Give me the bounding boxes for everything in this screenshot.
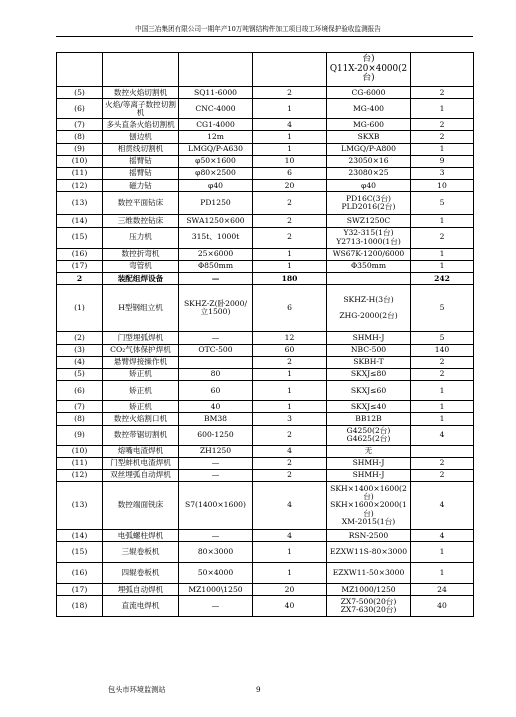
design-qty-cell: 2 [253, 457, 327, 469]
table-row [57, 401, 474, 413]
serial-cell: (6) [57, 381, 103, 401]
actual-qty-cell: 5 [411, 332, 474, 344]
design-spec-cell: φ40 [179, 180, 253, 192]
actual-spec-cell: SKXJ≤80 [327, 368, 411, 380]
serial-cell: (12) [57, 469, 103, 481]
actual-spec-cell: SHMH-J [327, 332, 411, 344]
actual-spec-cell: MZ1000/1250 [327, 584, 411, 596]
serial-cell: (9) [57, 143, 103, 155]
design-qty-cell: 1 [253, 248, 327, 260]
actual-qty-cell: 5 [411, 285, 474, 332]
actual-qty-cell: 3 [411, 167, 474, 179]
serial-cell [57, 53, 103, 87]
actual-spec-cell: 无 [327, 445, 411, 457]
table-row [57, 131, 474, 143]
actual-spec-cell: SKXB [327, 131, 411, 143]
actual-qty-cell: 1 [411, 401, 474, 413]
actual-qty-cell: 2 [411, 131, 474, 143]
serial-cell: (7) [57, 119, 103, 131]
table-row [57, 332, 474, 344]
design-spec-cell [179, 53, 253, 87]
actual-qty-cell: 5 [411, 192, 474, 215]
serial-cell: (8) [57, 413, 103, 425]
actual-qty-cell [411, 445, 474, 457]
name-cell: H型钢组立机 [103, 285, 179, 332]
design-spec-cell: 315t、1000t [179, 227, 253, 248]
design-spec-cell: BM38 [179, 413, 253, 425]
name-cell: 数控平面钻床 [103, 192, 179, 215]
actual-spec-cell: SKHZ-H(3台) ZHG-2000(2台) [327, 285, 411, 332]
design-spec-cell: SQ11-6000 [179, 87, 253, 99]
actual-qty-cell: 2 [411, 87, 474, 99]
design-spec-cell: — [179, 457, 253, 469]
design-spec-cell: S7(1400×1600) [179, 482, 253, 530]
serial-cell: (7) [57, 401, 103, 413]
design-qty-cell: 20 [253, 584, 327, 596]
table-row [57, 192, 474, 215]
design-qty-cell: 4 [253, 445, 327, 457]
header-rule [56, 36, 473, 37]
design-qty-cell: 1 [253, 131, 327, 143]
actual-qty-cell: 1 [411, 260, 474, 272]
name-cell: 埋弧自动焊机 [103, 584, 179, 596]
design-qty-cell: 2 [253, 356, 327, 368]
design-qty-cell: 1 [253, 563, 327, 584]
design-spec-cell: — [179, 469, 253, 481]
serial-cell: (9) [57, 425, 103, 445]
actual-qty-cell: 1 [411, 563, 474, 584]
table-row [57, 260, 474, 272]
design-spec-cell: 40 [179, 401, 253, 413]
actual-spec-cell: PD16C(3台) PLD2016(2台) [327, 192, 411, 215]
table-row [57, 119, 474, 131]
actual-spec-cell: ZX7-500(20台) ZX7-630(20台) [327, 596, 411, 617]
name-cell: 电弧螺柱焊机 [103, 530, 179, 542]
design-qty-cell: 2 [253, 87, 327, 99]
serial-cell: (10) [57, 445, 103, 457]
actual-spec-cell: SHMH-J [327, 457, 411, 469]
actual-qty-cell: 140 [411, 344, 474, 356]
design-spec-cell: 600-1250 [179, 425, 253, 445]
serial-cell: (2) [57, 332, 103, 344]
actual-spec-cell: MG-600 [327, 119, 411, 131]
design-spec-cell: SWA1250×600 [179, 215, 253, 227]
page-header: 中国三冶集团有限公司一期年产10万吨钢结构件加工项目竣工环境保护验收监测报告 [135, 25, 381, 33]
design-spec-cell: SKHZ-Z(卧2000/立1500) [179, 285, 253, 332]
design-spec-cell: 25×6000 [179, 248, 253, 260]
name-cell: 矫正机 [103, 381, 179, 401]
design-spec-cell: PD1250 [179, 192, 253, 215]
design-spec-cell: Φ850mm [179, 260, 253, 272]
design-qty-cell: 20 [253, 180, 327, 192]
name-cell: 三维数控钻床 [103, 215, 179, 227]
actual-qty-cell: 1 [411, 99, 474, 119]
table-row [57, 285, 474, 332]
design-spec-cell: φ80×2500 [179, 167, 253, 179]
actual-spec-cell: CG-6000 [327, 87, 411, 99]
name-cell [103, 53, 179, 87]
actual-qty-cell: 1 [411, 248, 474, 260]
actual-qty-cell: 2 [411, 368, 474, 380]
actual-qty-cell: 4 [411, 530, 474, 542]
table-row [57, 584, 474, 596]
serial-cell: (15) [57, 227, 103, 248]
design-qty-cell: 1 [253, 99, 327, 119]
design-spec-cell: 60 [179, 381, 253, 401]
serial-cell: (14) [57, 530, 103, 542]
serial-cell: (16) [57, 563, 103, 584]
actual-spec-cell: SKXJ≤60 [327, 381, 411, 401]
actual-qty-cell: 4 [411, 425, 474, 445]
table-row [57, 530, 474, 542]
serial-cell: (12) [57, 180, 103, 192]
design-spec-cell: CG1-4000 [179, 119, 253, 131]
serial-cell: (8) [57, 131, 103, 143]
actual-spec-cell: SWZ1250C [327, 215, 411, 227]
actual-spec-cell: LMGQ/P-A800 [327, 143, 411, 155]
design-spec-cell [179, 356, 253, 368]
actual-spec-cell: 台) Q11X-20×4000(2台) [327, 53, 411, 87]
actual-qty-cell: 2 [411, 457, 474, 469]
equipment-table [56, 52, 474, 617]
serial-cell: (11) [57, 167, 103, 179]
table-row [57, 155, 474, 167]
design-spec-cell: LMGQ/P-A630 [179, 143, 253, 155]
actual-spec-cell: NBC-500 [327, 344, 411, 356]
serial-cell: (4) [57, 356, 103, 368]
actual-qty-cell: 24 [411, 584, 474, 596]
table-row [57, 425, 474, 445]
design-qty-cell: 6 [253, 167, 327, 179]
name-cell: 悬臂焊接操作机 [103, 356, 179, 368]
design-qty-cell: 1 [253, 260, 327, 272]
serial-cell: (6) [57, 99, 103, 119]
actual-qty-cell: 1 [411, 542, 474, 563]
serial-cell: (5) [57, 87, 103, 99]
design-qty-cell: 1 [253, 143, 327, 155]
name-cell: 压力机 [103, 227, 179, 248]
serial-cell: (17) [57, 584, 103, 596]
footer-organization: 包头市环境监测站 [108, 685, 166, 694]
table-row [57, 482, 474, 530]
actual-spec-cell: BB12B [327, 413, 411, 425]
serial-cell: (5) [57, 368, 103, 380]
actual-qty-cell: 242 [411, 272, 474, 285]
table-row [57, 542, 474, 563]
actual-spec-cell: Φ350mm [327, 260, 411, 272]
serial-cell: 2 [57, 272, 103, 285]
name-cell: 熔嘴电渣焊机 [103, 445, 179, 457]
name-cell: 矫正机 [103, 368, 179, 380]
design-spec-cell: — [179, 272, 253, 285]
name-cell: 数控端面铣床 [103, 482, 179, 530]
design-spec-cell: CNC-4000 [179, 99, 253, 119]
table-row [57, 469, 474, 481]
name-cell: 数控火焰割口机 [103, 413, 179, 425]
actual-spec-cell: WS67K-1200/6000 [327, 248, 411, 260]
name-cell: 摇臂钻 [103, 155, 179, 167]
serial-cell: (15) [57, 542, 103, 563]
actual-qty-cell: 2 [411, 356, 474, 368]
table-row [57, 563, 474, 584]
design-qty-cell: 3 [253, 413, 327, 425]
design-spec-cell: ZH1250 [179, 445, 253, 457]
design-qty-cell: 4 [253, 530, 327, 542]
table-row [57, 87, 474, 99]
actual-spec-cell: φ40 [327, 180, 411, 192]
table-row [57, 596, 474, 617]
name-cell: 刨边机 [103, 131, 179, 143]
table-row [57, 381, 474, 401]
name-cell: 多头直条火焰切割机 [103, 119, 179, 131]
actual-spec-cell: G4250(2台) G4625(2台) [327, 425, 411, 445]
name-cell: 直流电焊机 [103, 596, 179, 617]
actual-spec-cell: EZXW11S-80×3000 [327, 542, 411, 563]
table-row [57, 445, 474, 457]
actual-spec-cell: RSN-2500 [327, 530, 411, 542]
actual-qty-cell: 1 [411, 381, 474, 401]
table-row [57, 413, 474, 425]
actual-spec-cell: Y32-315(1台) Y2713-1000(1台) [327, 227, 411, 248]
name-cell: 三辊卷板机 [103, 542, 179, 563]
actual-spec-cell: EZXW11-50×3000 [327, 563, 411, 584]
design-qty-cell: 60 [253, 344, 327, 356]
actual-qty-cell: 10 [411, 180, 474, 192]
table-row [57, 356, 474, 368]
design-spec-cell: — [179, 596, 253, 617]
actual-qty-cell: 2 [411, 469, 474, 481]
design-qty-cell: 180 [253, 272, 327, 285]
name-cell: 相贯线切割机 [103, 143, 179, 155]
table-row [57, 227, 474, 248]
design-qty-cell: 2 [253, 215, 327, 227]
actual-qty-cell: 2 [411, 119, 474, 131]
design-qty-cell: 4 [253, 119, 327, 131]
actual-spec-cell: SKH×1400×1600(2台) SKH×1600×2000(1台) XM-2015(1台) [327, 482, 411, 530]
design-qty-cell: 1 [253, 381, 327, 401]
serial-cell: (13) [57, 482, 103, 530]
table-row [57, 53, 474, 87]
serial-cell: (14) [57, 215, 103, 227]
table-row [57, 99, 474, 119]
serial-cell: (3) [57, 344, 103, 356]
table-row [57, 344, 474, 356]
design-spec-cell: OTC-500 [179, 344, 253, 356]
design-spec-cell: 12m [179, 131, 253, 143]
actual-spec-cell: MG-400 [327, 99, 411, 119]
page-number: 9 [256, 685, 261, 694]
design-qty-cell: 4 [253, 482, 327, 530]
serial-cell: (16) [57, 248, 103, 260]
actual-spec-cell [327, 272, 411, 285]
serial-cell: (1) [57, 285, 103, 332]
design-qty-cell: 2 [253, 227, 327, 248]
name-cell: 四辊卷板机 [103, 563, 179, 584]
actual-qty-cell: 9 [411, 155, 474, 167]
design-spec-cell: — [179, 332, 253, 344]
design-qty-cell [253, 53, 327, 87]
actual-qty-cell: 1 [411, 143, 474, 155]
table-row [57, 180, 474, 192]
name-cell: 磁力钻 [103, 180, 179, 192]
design-spec-cell: — [179, 530, 253, 542]
table-row [57, 272, 474, 285]
serial-cell: (11) [57, 457, 103, 469]
actual-spec-cell: SKXJ≤40 [327, 401, 411, 413]
name-cell: 双丝埋弧自动焊机 [103, 469, 179, 481]
serial-cell: (13) [57, 192, 103, 215]
design-qty-cell: 2 [253, 425, 327, 445]
design-qty-cell: 2 [253, 469, 327, 481]
table-row [57, 167, 474, 179]
serial-cell: (10) [57, 155, 103, 167]
actual-qty-cell: 1 [411, 215, 474, 227]
design-qty-cell: 10 [253, 155, 327, 167]
actual-qty-cell: 2 [411, 227, 474, 248]
name-cell: 摇臂钻 [103, 167, 179, 179]
name-cell: 门型埋弧焊机 [103, 332, 179, 344]
serial-cell: (18) [57, 596, 103, 617]
name-cell: 弯管机 [103, 260, 179, 272]
design-spec-cell: 80 [179, 368, 253, 380]
actual-qty-cell: 4 [411, 482, 474, 530]
name-cell: 矫正机 [103, 401, 179, 413]
design-qty-cell: 1 [253, 368, 327, 380]
table-row [57, 457, 474, 469]
name-cell: CO₂气体保护焊机 [103, 344, 179, 356]
name-cell: 装配组焊设备 [103, 272, 179, 285]
table-row [57, 215, 474, 227]
name-cell: 数控折弯机 [103, 248, 179, 260]
design-qty-cell: 40 [253, 596, 327, 617]
actual-spec-cell: SKBH-T [327, 356, 411, 368]
design-spec-cell: MZ1000\1250 [179, 584, 253, 596]
name-cell: 数控火焰切割机 [103, 87, 179, 99]
serial-cell: (17) [57, 260, 103, 272]
table-row [57, 248, 474, 260]
actual-qty-cell: 1 [411, 413, 474, 425]
design-qty-cell: 6 [253, 285, 327, 332]
table-row [57, 368, 474, 380]
name-cell: 数控带锯切割机 [103, 425, 179, 445]
design-qty-cell: 1 [253, 401, 327, 413]
design-spec-cell: 50×4000 [179, 563, 253, 584]
actual-spec-cell: 23080×25 [327, 167, 411, 179]
design-qty-cell: 2 [253, 192, 327, 215]
design-qty-cell: 12 [253, 332, 327, 344]
name-cell: 门型蚌机电渣焊机 [103, 457, 179, 469]
name-cell: 火焰/等离子数控切割机 [103, 99, 179, 119]
design-qty-cell: 1 [253, 542, 327, 563]
actual-spec-cell: SHMH-J [327, 469, 411, 481]
actual-spec-cell: 23050×16 [327, 155, 411, 167]
actual-qty-cell: 40 [411, 596, 474, 617]
design-spec-cell: 80×3000 [179, 542, 253, 563]
design-spec-cell: φ50×1600 [179, 155, 253, 167]
actual-qty-cell [411, 53, 474, 87]
table-row [57, 143, 474, 155]
